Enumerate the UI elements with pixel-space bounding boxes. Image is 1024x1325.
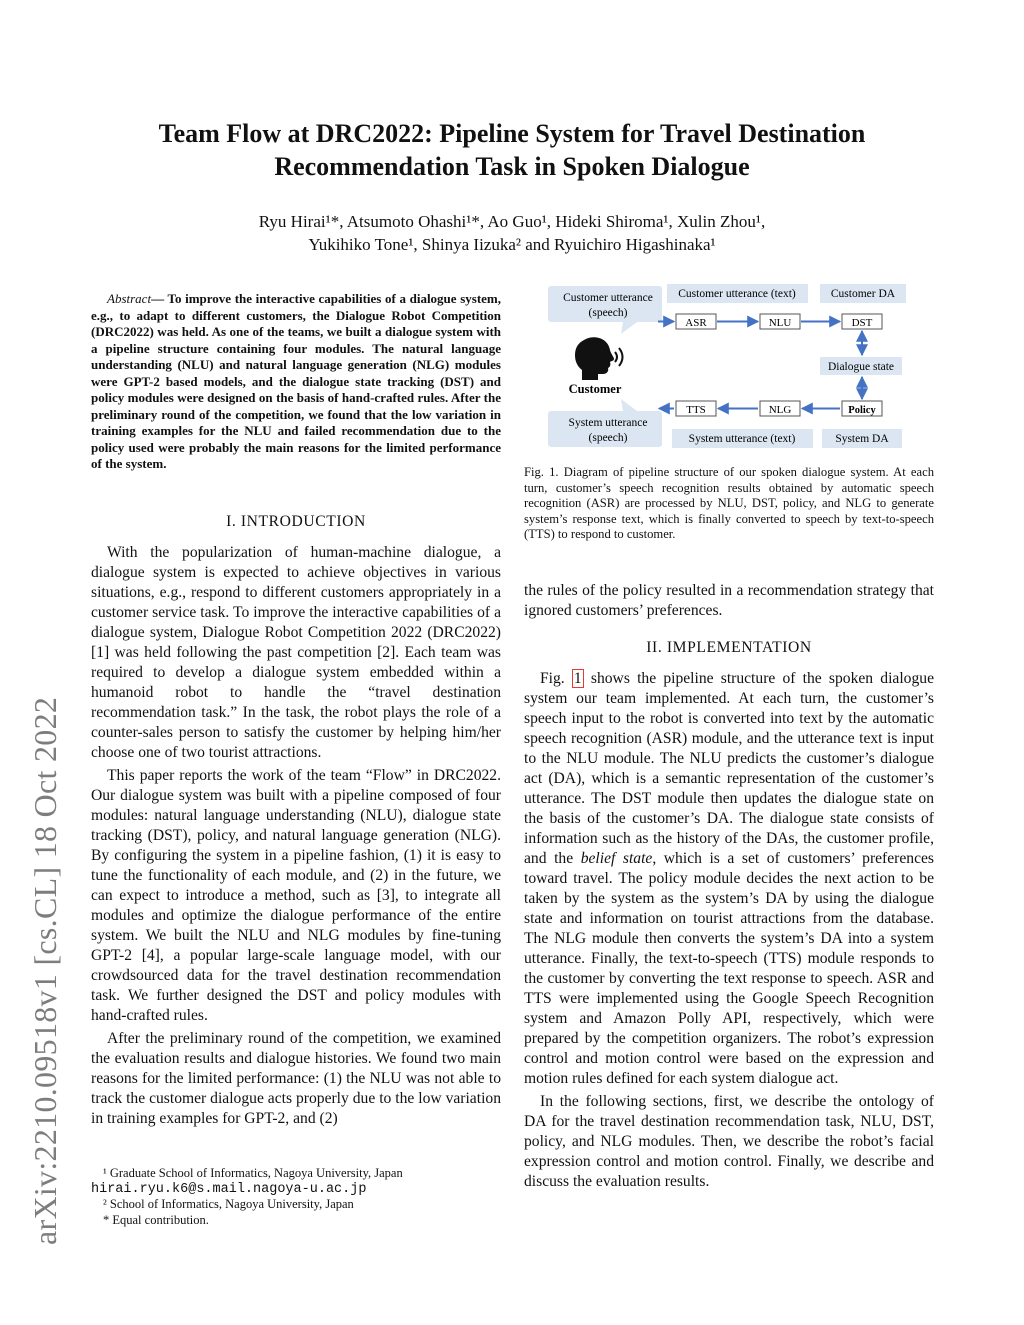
introduction-body	[91, 543, 501, 1129]
customer-utterance-speech-label: Customer utterance	[563, 292, 653, 304]
footnote-3: * Equal contribution.	[103, 1212, 209, 1227]
footnote-1-email: hirai.ryu.k6@s.mail.nagoya-u.ac.jp	[91, 1181, 367, 1197]
abstract-text: — To improve the interactive capabilities of a dialogue system, e.g., to adapt to different customers, the Dialogue Robot Competition (DRC2022) was held. As one of the teams, we built a dialogue system with a pipeline structure containing four modules. The natural language understanding (NLU) and natural language generation (NLG) modules were GPT-2 based models, and the dialogue state tracking (DST) and policy modules were designed on the basis of hand-crafted rules. After the preliminary round of the competition, we found that the low variation in training examples for the NLU and failed recommendation due to the policy used were probably the main reasons for the limited performance of the system.	[91, 291, 501, 471]
footnotes	[91, 1166, 501, 1228]
section-2-heading: II. IMPLEMENTATION	[646, 639, 812, 656]
dst-module-label: DST	[851, 317, 873, 329]
impl-belief-state: belief state	[580, 850, 653, 867]
pipeline-diagram	[548, 282, 913, 452]
implementation-paragraph-1	[524, 669, 934, 1089]
authors-line-2: Yukihiko Tone¹, Shinya Iizuka² and Ryuichiro Higashinaka¹	[308, 235, 716, 254]
implementation-body	[524, 669, 934, 1192]
right-paragraph-1: the rules of the policy resulted in a recommendation strategy that ignored customers’ preferences.	[524, 582, 934, 619]
figure-1-reference-link[interactable]: 1	[573, 670, 582, 687]
right-continuation-text	[524, 581, 934, 621]
system-utterance-speech-sub: (speech)	[588, 432, 628, 444]
asr-module-label: ASR	[685, 317, 707, 329]
intro-paragraph-1: With the popularization of human-machine dialogue, a dialogue system is expected to achieve objectives in various situations, e.g., respond to different customers appropriately in a customer service task. To improve the interactive capabilities of a dialogue system, Dialogue Robot Competition 2022 (DRC2022) [1] was held following the past competition [2]. Each team was required to develop a dialogue system embedded within a humanoid robot to handle the “travel destination recommendation task.” In the task, the robot plays the role of a counter-sales person to satisfy the customer by helping him/her choose one of two tourist attractions.	[91, 544, 501, 761]
authors-line-1: Ryu Hirai¹*, Atsumoto Ohashi¹*, Ao Guo¹, Hideki Shiroma¹, Xulin Zhou¹,	[258, 212, 766, 231]
implementation-paragraph-2: In the following sections, first, we describe the ontology of DA for the travel destination recommendation task, NLU, DST, policy, and NLG modules. Then, we describe the robot’s facial expression control and motion control. Finally, we describe and discuss the evaluation results.	[524, 1093, 934, 1190]
abstract-label: Abstract	[107, 291, 152, 306]
nlu-module-label: NLU	[768, 317, 792, 329]
customer-label: Customer	[568, 382, 622, 396]
policy-module-label: Policy	[848, 405, 876, 416]
figure-1-caption: Fig. 1. Diagram of pipeline structure of our spoken dialogue system. At each turn, customer’s speech recognition results obtained by automatic speech recognition (ASR) are processed by NLU, DST, policy, and NLG to generate system’s response text, which is finally converted to speech by text-to-speech (TTS) to respond to customer.	[524, 465, 934, 541]
system-utterance-text-label: System utterance (text)	[688, 433, 796, 445]
arxiv-side-stamp: arXiv:2210.09518v1 [cs.CL] 18 Oct 2022	[27, 696, 63, 1245]
system-utterance-speech-label: System utterance	[568, 417, 648, 429]
author-list	[0, 210, 1024, 256]
nlg-module-label: NLG	[768, 404, 792, 416]
footnote-2: ² School of Informatics, Nagoya University, Japan	[103, 1197, 354, 1211]
impl-text-b: , which is a set of customers’ preferences toward travel. The policy module decides the next action to be taken by the system as the system’s DA by using the dialogue state and information on tourist attractions from the database. The NLG module then converts the system’s DA into a system utterance. Finally, the text-to-speech (TTS) module responds to the customer by converting the text response to speech. ASR and TTS were implemented using the Google Speech Recognition system and Amazon Polly API, respectively, which were prepared by the competition organizers. The robot’s expression control and motion control were based on the expression and motion rules defined for each system dialogue act.	[524, 850, 934, 1087]
impl-fig-prefix: Fig.	[540, 670, 572, 687]
customer-utterance-speech-sub: (speech)	[588, 307, 628, 319]
footnote-1: ¹ Graduate School of Informatics, Nagoya University, Japan	[103, 1166, 403, 1180]
customer-utterance-text-label: Customer utterance (text)	[678, 288, 796, 300]
title-line-2: Recommendation Task in Spoken Dialogue	[274, 152, 750, 181]
customer-head-icon	[575, 337, 623, 380]
impl-text-a: shows the pipeline structure of the spoken dialogue system our team implemented. At each turn, the customer’s speech input to the robot is converted into text by the automatic speech recognition (ASR) module, and the utterance text is input to the NLU module. The NLU predicts the customer’s dialogue act (DA), which is a semantic representation of the customer’s utterance. The DST module then updates the dialogue state on the basis of the customer’s DA. The dialogue state consists of information such as the history of the DAs, the customer profile, and the	[524, 670, 934, 867]
title-line-1: Team Flow at DRC2022: Pipeline System for Travel Destination	[158, 119, 866, 148]
section-1-heading: I. INTRODUCTION	[226, 513, 366, 530]
paper-title	[0, 117, 1024, 183]
tts-module-label: TTS	[686, 404, 706, 416]
customer-da-label: Customer DA	[830, 288, 896, 300]
system-da-label: System DA	[835, 433, 889, 445]
abstract	[91, 291, 501, 473]
intro-paragraph-3: After the preliminary round of the competition, we examined the evaluation results and dialogue histories. We found two main reasons for the limited performance: (1) the NLU was not able to track the customer dialogue acts properly due to the low variation in training examples for GPT-2, and (2)	[91, 1030, 501, 1127]
dialogue-state-label: Dialogue state	[827, 361, 895, 373]
intro-paragraph-2: This paper reports the work of the team “Flow” in DRC2022. Our dialogue system was built with a pipeline composed of four modules: natural language understanding (NLU), dialogue state tracking (DST), policy, and natural language generation (NLG). By configuring the system in a pipeline fashion, (1) it is easy to tune the functionality of each module, and (2) in the future, we can expect to introduce a method, such as [3], to integrate all modules and optimize the dialogue performance of the entire system. We built the NLU and NLG modules by fine-tuning GPT-2 [4], a popular large-scale language model, with our crowdsourced data for the travel destination recommendation task. We further designed the DST and policy modules with hand-crafted rules.	[91, 767, 501, 1024]
